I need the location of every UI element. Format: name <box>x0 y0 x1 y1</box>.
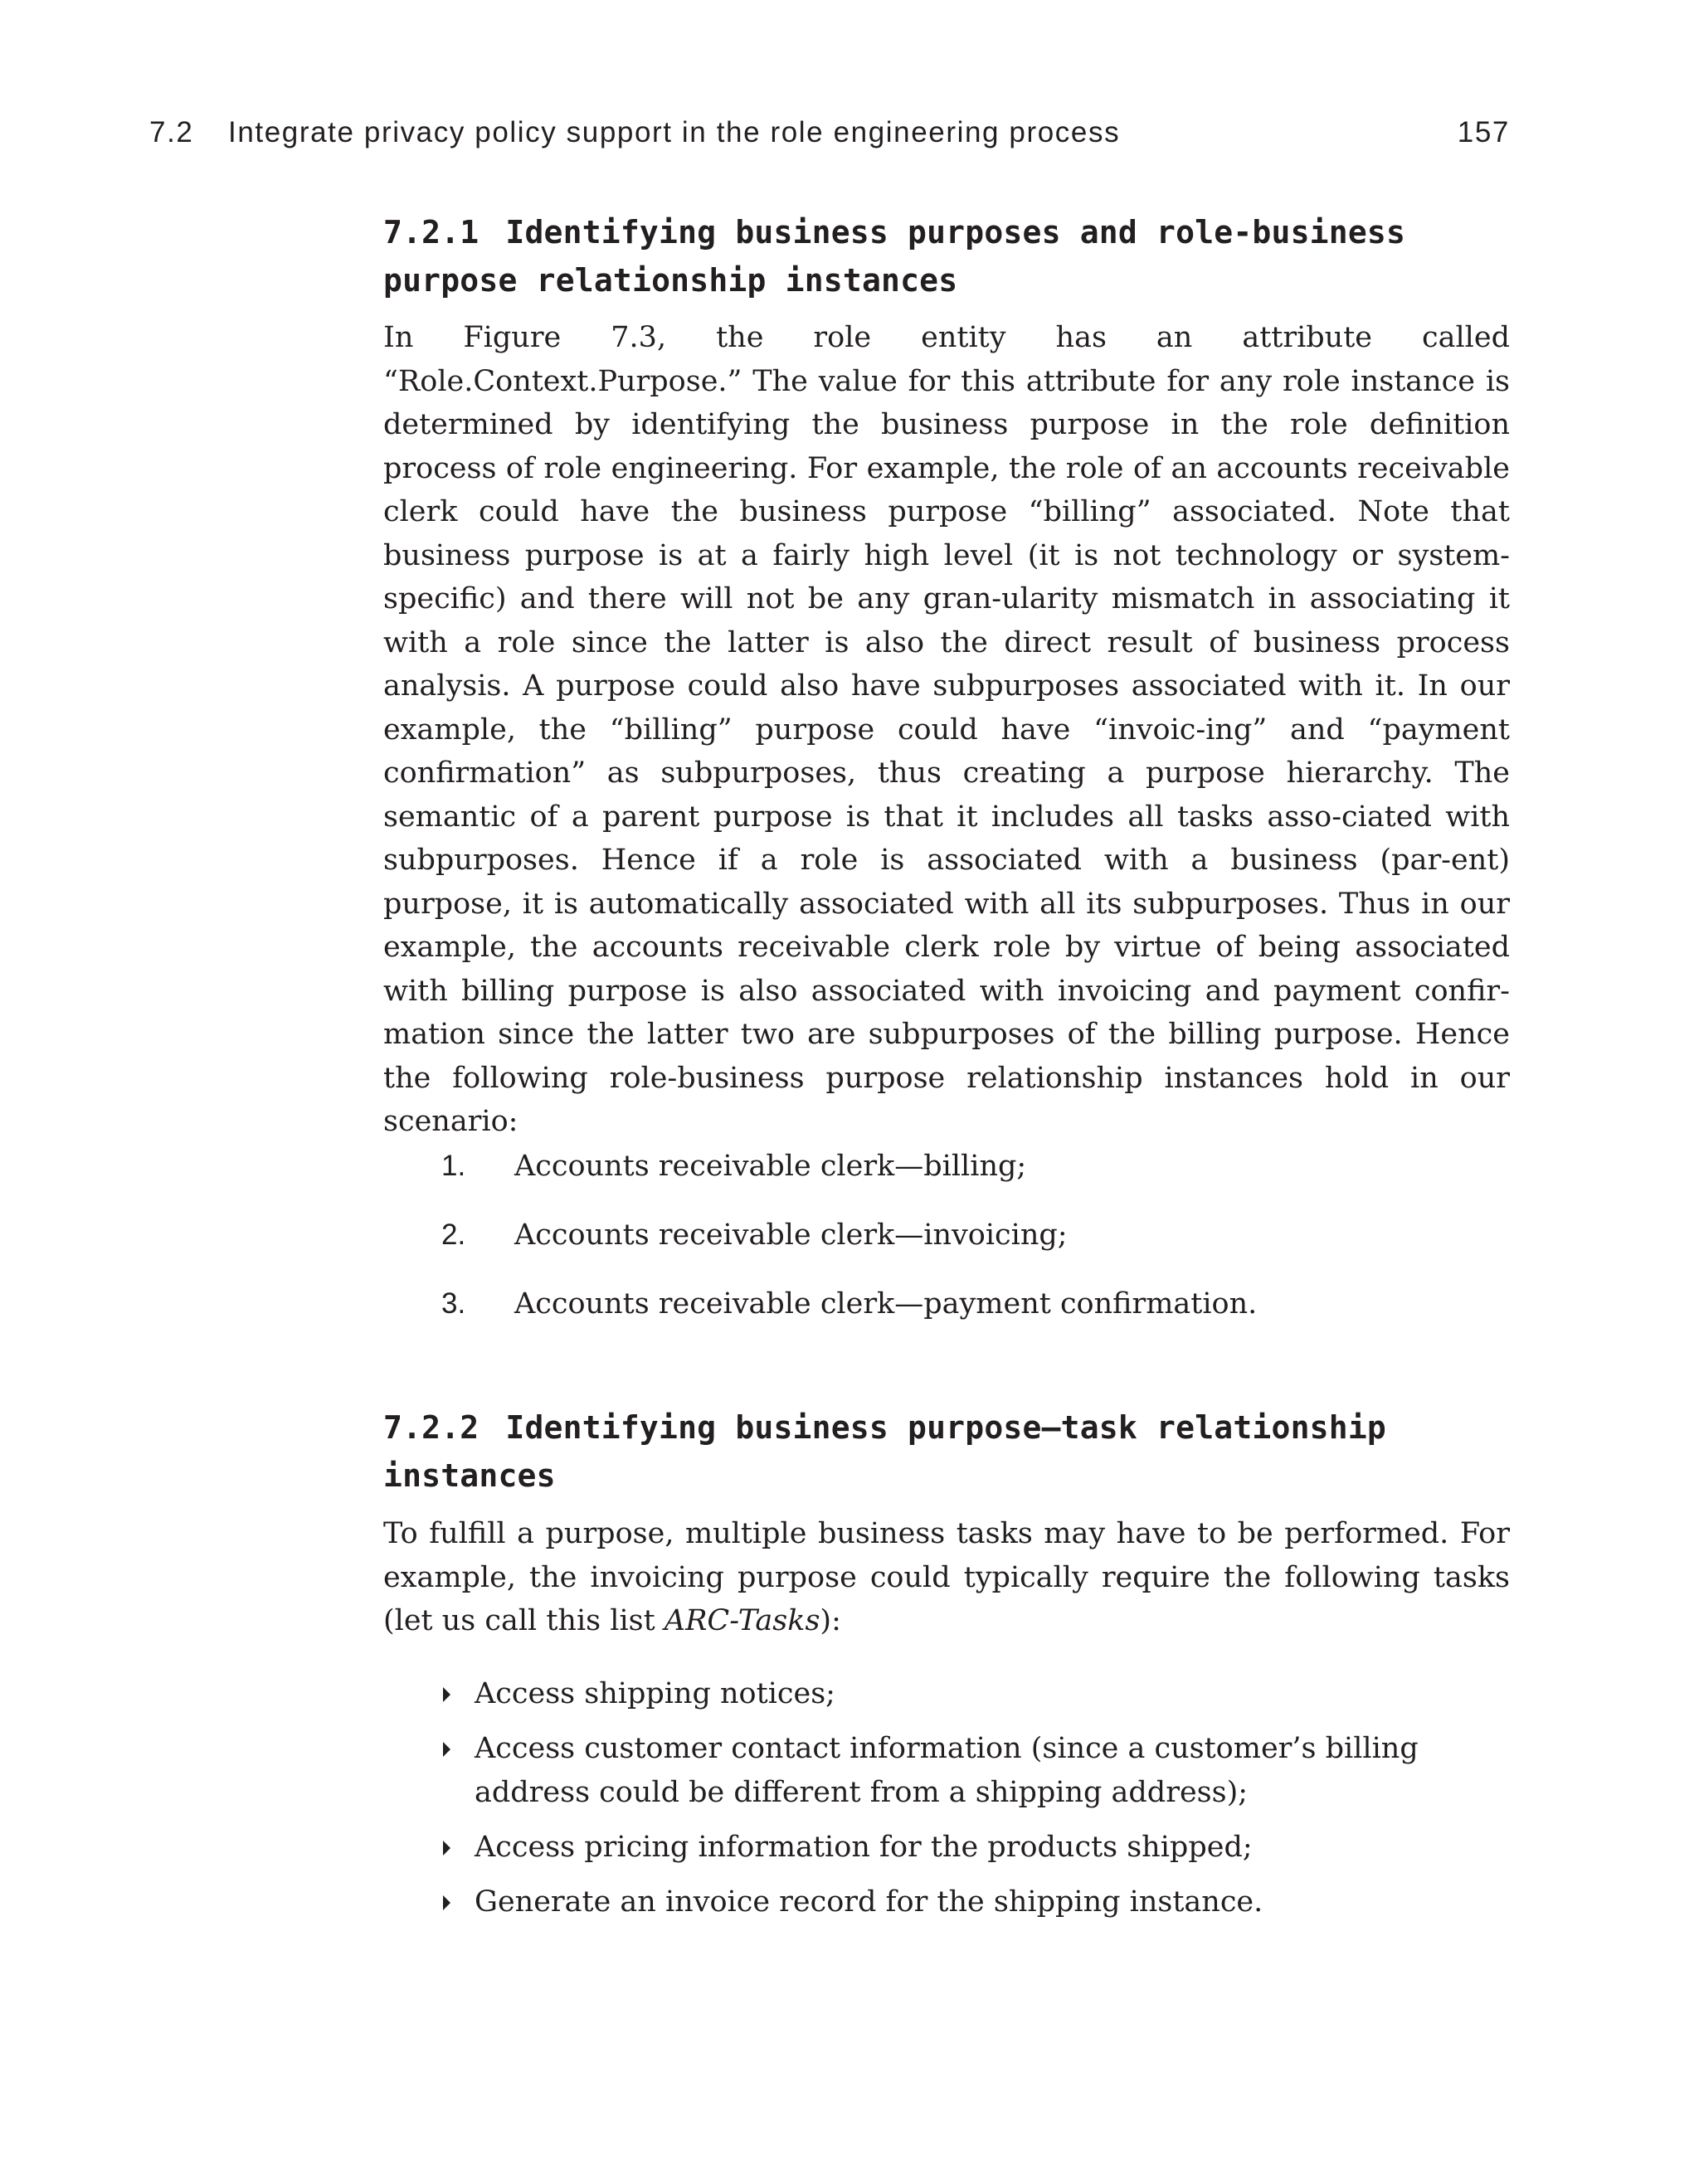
list-item-text: Accounts receivable clerk—payment confirmation. <box>514 1287 1258 1321</box>
paragraph-line: ing” and “payment confirmation” as subpurposes, thus creating a purpose <box>383 713 1510 790</box>
running-head <box>149 116 1510 158</box>
paragraph-line: purpose “billing” associated. Note that business purpose is at a fairly high <box>383 495 1510 572</box>
list-item-text: Access shipping notices; <box>475 1677 835 1710</box>
triangle-bullet-icon <box>443 1895 450 1910</box>
section-722-heading <box>383 1403 1510 1500</box>
paragraph-line: ularity mismatch in associating it with a role since the latter is also the direct <box>383 582 1510 659</box>
paragraph-line: result of business process analysis. A purpose could also have subpurposes <box>383 625 1510 703</box>
list-item-text: Access customer contact information (since a customer’s billing address could be different from a shipping address); <box>475 1732 1419 1809</box>
paragraph-line: the following role-business purpose relationship instances hold in our <box>383 1061 1510 1095</box>
paragraph-line-start: (let us call this list <box>383 1604 665 1637</box>
running-head-section-title: Integrate privacy policy support in the role engineering process <box>228 116 1121 148</box>
triangle-bullet-icon <box>443 1742 450 1757</box>
section-721-number: 7.2.1 <box>383 214 480 251</box>
paragraph-line: with billing purpose is also associated with invoicing and payment confir- <box>383 974 1510 1008</box>
paragraph-line: the business purpose in the role definition process of role engineering. For <box>383 408 1510 485</box>
relationship-instances-list <box>383 1145 1510 1351</box>
paragraph-line: The value for this attribute for any role instance is determined by identifying <box>383 364 1510 441</box>
arc-tasks-list <box>383 1672 1510 1935</box>
section-721-paragraph <box>383 316 1510 1144</box>
list-item <box>383 1727 1510 1815</box>
paragraph-line: To fulfill a purpose, multiple business tasks may have to be performed. For <box>383 1517 1510 1550</box>
running-head-section-number: 7.2 <box>149 116 194 148</box>
list-item-number: 2. <box>441 1218 466 1251</box>
list-item-text: Access pricing information for the products shipped; <box>475 1831 1253 1864</box>
list-item <box>383 1282 1510 1351</box>
list-item-text: Accounts receivable clerk—invoicing; <box>514 1218 1068 1252</box>
section-722-title-line1: Identifying business purpose–task relationship <box>505 1409 1386 1446</box>
section-721-title-line2: purpose relationship instances <box>383 262 958 299</box>
section-722-number: 7.2.2 <box>383 1409 480 1446</box>
paragraph-line: level (it is not technology or system-specific) and there will not be any gran- <box>383 538 1510 615</box>
section-721-title-line1: Identifying business purposes and role-business <box>505 214 1406 251</box>
list-item <box>383 1672 1510 1716</box>
triangle-bullet-icon <box>443 1841 450 1856</box>
list-item-number: 3. <box>441 1287 466 1320</box>
section-722-title-line2: instances <box>383 1457 556 1494</box>
list-item <box>383 1880 1510 1924</box>
paragraph-line-end: ): <box>820 1604 841 1637</box>
paragraph-line: scenario: <box>383 1105 518 1138</box>
list-item-text: Generate an invoice record for the shipping instance. <box>475 1885 1263 1919</box>
triangle-bullet-icon <box>443 1687 450 1702</box>
paragraph-line: our example, the accounts receivable clerk role by virtue of being associated <box>383 887 1510 964</box>
paragraph-line: example, the invoicing purpose could typically require the following tasks <box>383 1560 1510 1594</box>
paragraph-line: ciated with subpurposes. Hence if a role is associated with a business (par- <box>383 800 1510 877</box>
arc-tasks-term: ARC-Tasks <box>664 1604 820 1637</box>
list-item <box>383 1214 1510 1282</box>
paragraph-line: associated with it. In our example, the “billing” purpose could have “invoic- <box>383 669 1510 747</box>
list-item-number: 1. <box>441 1150 466 1182</box>
paragraph-line: ent) purpose, it is automatically associated with all its subpurposes. Thus in <box>383 844 1510 921</box>
paragraph-line: hierarchy. The semantic of a parent purpose is that it includes all tasks asso- <box>383 756 1510 834</box>
page-number: 157 <box>1457 116 1510 148</box>
list-item <box>383 1826 1510 1870</box>
paragraph-line: In Figure 7.3, the role entity has an attribute called “Role.Context.Purpose.” <box>383 321 1510 398</box>
section-721-heading <box>383 208 1510 304</box>
list-item <box>383 1145 1510 1214</box>
paragraph-line: example, the role of an accounts receivable clerk could have the business <box>383 451 1510 528</box>
list-item-text: Accounts receivable clerk—billing; <box>514 1150 1027 1183</box>
paragraph-line: mation since the latter two are subpurposes of the billing purpose. Hence <box>383 1018 1510 1051</box>
section-722-paragraph <box>383 1512 1510 1643</box>
